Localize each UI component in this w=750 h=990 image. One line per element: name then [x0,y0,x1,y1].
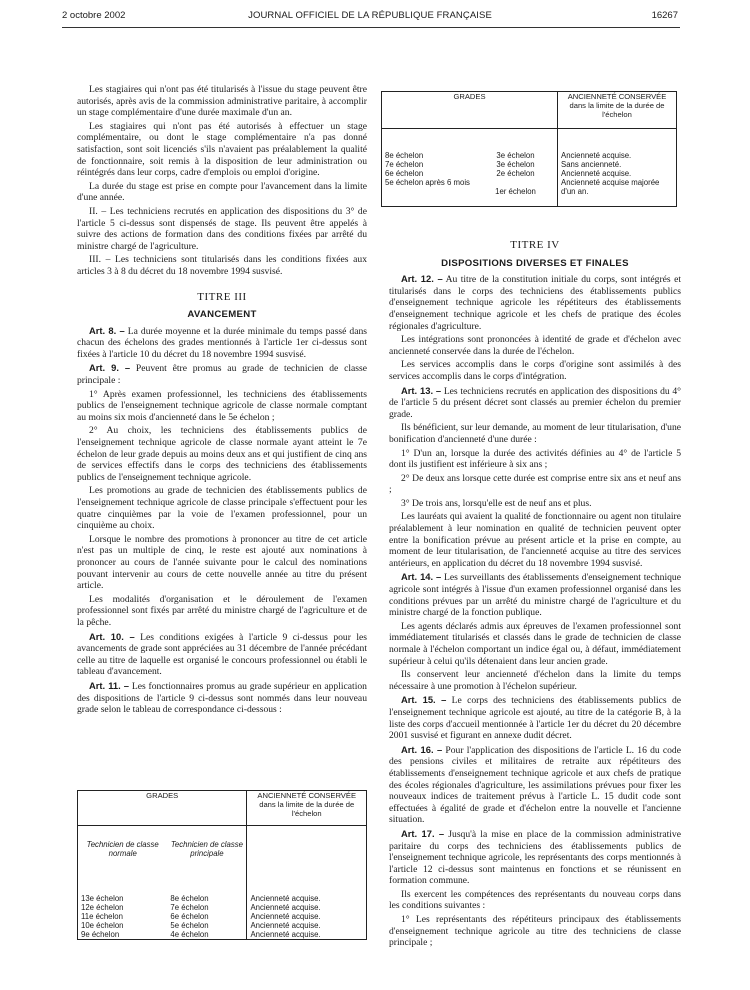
table-row [382,169,677,178]
header-anciennete: ANCIENNETÉ CONSERVÉE dans la limite de la durée de l'échelon [558,92,677,129]
cell-grade-normale: 12e échelon [81,903,124,912]
paragraph: Les stagiaires qui n'ont pas été titularisés à l'issue du stage peuvent être autorisés, après avis de la commission administrative paritaire, à accomplir un stage complémentaire d'une durée maximale d'un an. [77,84,367,119]
article-text: Les fonctionnaires promus au grade supérieur en application des dispositions de l'article 9 ci-dessus sont nommés dans leur nouveau grade selon le tableau de correspondance ci-dessous : [77,680,367,716]
table-row [78,894,367,903]
table-row [382,160,677,169]
header-rule [62,27,680,28]
header-journal-title: JOURNAL OFFICIEL DE LA RÉPUBLIQUE FRANÇAISE [248,10,492,21]
cell-anciennete: Ancienneté acquise. [250,912,321,921]
paragraph: Les services accomplis dans le corps d'origine sont assimilés à des services accomplis dans le corps d'intégration. [389,359,681,382]
article-10 [77,631,367,678]
subheader-classe-principale: Technicien de classe principale [167,826,247,895]
cell-grade-new: 2e échelon [474,169,558,178]
article-13 [389,385,681,421]
section-subtitle: AVANCEMENT [187,309,257,321]
cell-grade-principale: 4e échelon [167,930,247,940]
cell-grade-principale: 5e échelon [167,921,247,930]
cell-anciennete: Ancienneté acquise. [250,930,321,939]
header-page-number: 16267 [651,10,678,21]
paragraph: Les intégrations sont prononcées à identité de grade et d'échelon avec ancienneté conservée dans la durée de l'échelon. [389,334,681,357]
cell-anciennete: Ancienneté acquise. [561,169,632,178]
paragraph: 1° Les représentants des répétiteurs principaux des établissements d'enseignement technique agricole au titre des techniciens de classe principale ; [389,914,681,949]
table-row [78,903,367,912]
right-column [389,240,681,951]
article-label: Art. 12. – [401,273,443,285]
article-label: Art. 13. – [401,384,442,396]
article-17 [389,828,681,887]
header-grades: GRADES [382,92,558,129]
paragraph: Les lauréats qui avaient la qualité de fonctionnaire ou agent non titulaire préalablement à leur nomination en qualité de technicien peuvent opter entre la bonification prévue au présent article et la prise en compte, au moment de leur titularisation, de l'ancienneté acquise au titre des services antérieurs, en application du décret du 18 novembre 1994 susvisé. [389,511,681,569]
article-15 [389,694,681,741]
article-text: La durée moyenne et la durée minimale du temps passé dans chacun des échelons des grades mentionnés à l'article 1er ci-dessus sont fixées à l'article 10 du décret du 18 novembre 1994 susvisé. [77,325,368,360]
cell-anciennete: Ancienneté acquise. [561,151,632,160]
paragraph: La durée du stage est prise en compte pour l'avancement dans la limite d'une année. [77,180,367,204]
paragraph: Les promotions au grade de technicien des établissements publics de l'enseignement technique agricole de classe principale s'effectuent pour les quatre cinquièmes par la voie de l'examen professionnel, pour un cinquième au choix. [77,485,367,532]
article-text: Peuvent être promus au grade de technicien de classe principale : [77,363,367,387]
table-row [382,151,677,160]
table-row [78,912,367,921]
section-title: TITRE IV [510,239,560,251]
article-text: Le corps des techniciens des établissements publics de l'enseignement technique agricole est ajouté, au titre de la catégorie B, à la liste des corps d'accueil mentionnée à l'article 1er du décret du 20 décembre 2001 susvisé et figurant en annexe dudit décret. [389,695,681,742]
cell-grade-new: 1er échelon [474,178,558,196]
header-anciennete: ANCIENNETÉ CONSERVÉE dans la limite de la durée de l'échelon [247,791,367,826]
article-12 [389,273,681,332]
article-text: Au titre de la constitution initiale du corps, sont intégrés et titularisés dans le corps des techniciens des établissements publics d'enseignement technique agricole les répétiteurs des établissements d'enseignement technique agricole et les chefs de pratique des écoles régionales d'agriculture. [389,274,682,332]
cell-anciennete: Ancienneté acquise majorée d'un an. [561,178,660,196]
cell-grade-new: 3e échelon [474,151,558,160]
paragraph: 3° De trois ans, lorsqu'elle est de neuf ans et plus. [401,497,592,509]
paragraph: 2° De deux ans lorsque cette durée est comprise entre six ans et neuf ans ; [389,472,681,496]
paragraph: Les stagiaires qui n'ont pas été autorisés à effectuer un stage complémentaire, ou dont le stage complémentaire n'a pas donné satisfaction, sont soit licenciés s'ils n'avaient pas préalablement la qualité de fonctionnaire, soit remis à la disposition de leur administration ou réintégrés dans leur corps, cadre d'emplois ou emploi d'origine. [77,120,367,179]
paragraph: Lorsque le nombre des promotions à prononcer au titre de cet article n'est pas un multiple de cinq, le reste est ajouté aux nominations à prononcer au cours de l'année suivante pour le calcul des nominations pouvant intervenir au cours de cette nouvelle année au titre du présent article. [77,533,367,592]
section-title: TITRE III [197,290,247,303]
table-subheader-row [78,826,367,895]
paragraph: Ils conservent leur ancienneté d'échelon dans la limite du temps nécessaire à une promotion à l'échelon supérieur. [389,669,681,692]
cell-grade-old: 5e échelon après 6 mois [385,178,470,187]
article-9 [77,362,367,386]
correspondence-table-1 [77,790,367,940]
left-column [77,84,367,718]
table-row [78,930,367,940]
cell-grade-old: 7e échelon [385,160,424,169]
article-14 [389,571,681,618]
paragraph: Ils bénéficient, sur leur demande, au moment de leur titularisation, d'une bonification d'ancienneté d'une durée : [389,422,681,445]
cell-grade-principale: 7e échelon [167,903,247,912]
paragraph: III. – Les techniciens sont titularisés dans les conditions fixées aux articles 3 à 8 du décret du 18 novembre 1994 susvisé. [77,254,367,277]
table-header-row [382,92,677,129]
cell-grade-normale: 10e échelon [81,921,124,930]
article-text: Jusqu'à la mise en place de la commission administrative paritaire du corps des techniciens des établissements publics de l'enseignement technique agricole, les représentants des corps mentionnés à l'article 12 ci-dessus sont maintenus en fonctions et se réunissent en formation commune. [389,828,681,887]
article-text: Les surveillants des établissements d'enseignement technique agricole sont intégrés à l'issue d'un examen professionnel organisé dans les conditions prévues par un arrêté du ministre chargé de l'agriculture et du ministre chargé de la fonction publique. [389,572,681,619]
cell-grade-old: 6e échelon [385,169,424,178]
paragraph: 1° D'un an, lorsque la durée des activités définies au 4° de l'article 5 dont ils justifient est inférieure à six ans ; [389,447,681,471]
paragraph: Ils exercent les compétences des représentants du nouveau corps dans les conditions suivantes : [389,888,681,912]
cell-grade-principale: 8e échelon [167,894,247,903]
article-16 [389,744,681,826]
article-text: Les techniciens recrutés en application des dispositions du 4° de l'article 5 du présent décret sont classés au premier échelon du premier grade. [389,385,682,420]
correspondence-table-2 [381,91,677,207]
cell-grade-new: 3e échelon [474,160,558,169]
article-8 [77,325,367,361]
table-row [382,178,677,196]
cell-anciennete: Ancienneté acquise. [250,921,321,930]
header-date: 2 octobre 2002 [62,10,126,21]
article-label: Art. 14. – [401,571,442,583]
subheader-classe-normale: Technicien de classe normale [86,840,159,858]
article-label: Art. 16. – [401,743,443,755]
article-label: Art. 15. – [401,694,447,706]
cell-anciennete: Ancienneté acquise. [250,903,321,912]
cell-grade-principale: 6e échelon [167,912,247,921]
paragraph: Les agents déclarés admis aux épreuves de l'examen professionnel sont immédiatement titularisés et classés dans le grade de technicien de classe normale à l'échelon comportant un indice égal ou, à défaut, immédiatement supérieur à celui qu'ils détenaient dans leur ancien grade. [389,620,681,667]
paragraph: 2° Au choix, les techniciens des établissements publics de l'enseignement technique agricole de classe normale ayant atteint le 7e échelon de leur grade depuis au moins deux ans et qui justifient de cinq ans de services effectifs dans le corps des techniciens des établissements publics de l'enseignement technique agricole. [77,425,367,483]
page-header [62,10,678,24]
cell-anciennete: Ancienneté acquise. [250,894,321,903]
article-label: Art. 10. – [89,630,135,642]
article-text: Les conditions exigées à l'article 9 ci-dessus pour les avancements de grade sont appréciées au 31 décembre de l'année précédant celle au titre de laquelle est organisé le concours professionnel ou établi le tableau d'avancement. [77,631,367,678]
cell-grade-normale: 13e échelon [81,894,124,903]
table-row [78,921,367,930]
paragraph: Les modalités d'organisation et le déroulement de l'examen professionnel sont fixés par arrêté du ministre chargé de l'agriculture et de la pêche. [77,593,367,628]
table-header-row [78,791,367,826]
cell-grade-normale: 9e échelon [81,930,120,939]
article-label: Art. 17. – [401,827,445,839]
paragraph: 1° Après examen professionnel, les techniciens des établissements publics de l'enseignement technique agricole de classe normale comptant au moins six mois d'ancienneté dans le 5e échelon ; [77,388,367,423]
paragraph: II. – Les techniciens recrutés en application des dispositions du 3° de l'article 5 ci-dessus sont dispensés de stage. Ils peuvent être appelés à suivre des actions de formation dans des conditions fixées par arrêté du ministre chargé de l'agriculture. [77,205,367,252]
cell-grade-normale: 11e échelon [81,912,123,921]
article-text: Pour l'application des dispositions de l'article L. 16 du code des pensions civiles et militaires de retraite aux répétiteurs des établissements d'enseignement technique agricole et aux chefs de pratique des écoles régionales d'agriculture, les assimilations prévues pour fixer les nouveaux indices de traitement prévus à l'article L. 15 dudit code sont effectuées à égalité de grade et d'échelon entre la nouvelle et l'ancienne situation. [389,744,681,826]
cell-anciennete: Sans ancienneté. [561,160,622,169]
article-label: Art. 11. – [89,679,129,691]
article-label: Art. 9. – [89,362,131,374]
section-subtitle: DISPOSITIONS DIVERSES ET FINALES [441,257,629,269]
article-label: Art. 8. – [89,324,125,336]
cell-grade-old: 8e échelon [385,151,424,160]
header-grades: GRADES [78,791,247,826]
article-11 [77,680,367,716]
